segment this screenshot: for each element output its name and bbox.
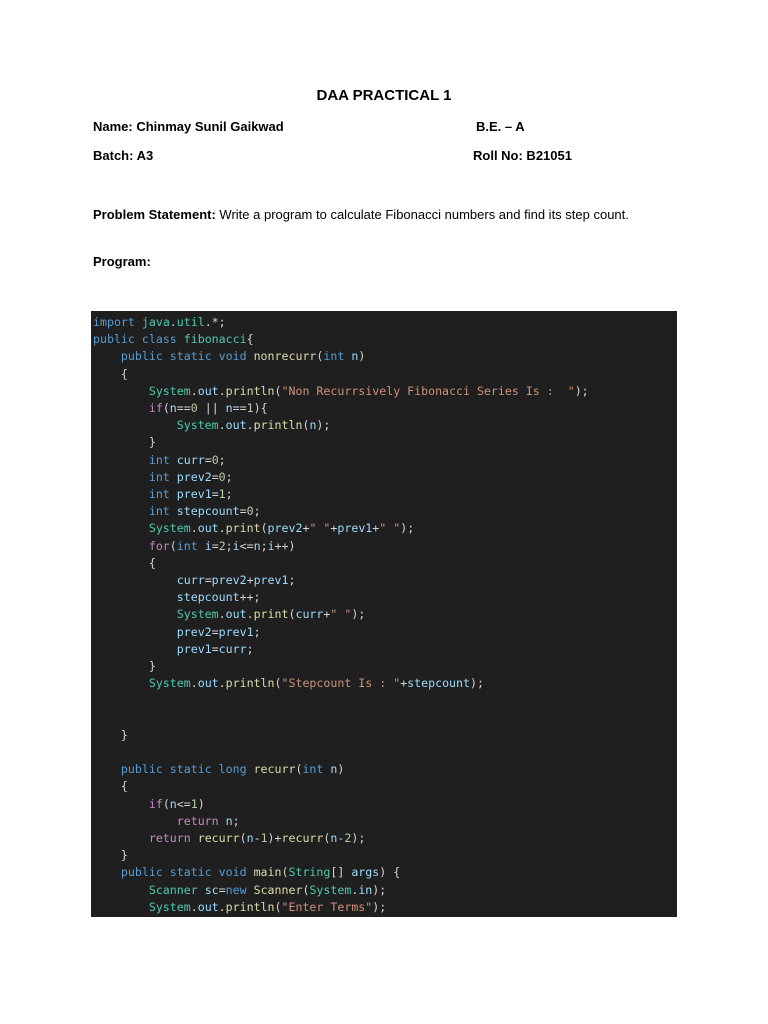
code-token: System	[148, 383, 191, 398]
code-line	[93, 434, 677, 451]
code-token: }	[93, 727, 128, 742]
code-token: =	[211, 624, 219, 639]
code-token: print	[253, 607, 289, 622]
code-token: n	[225, 813, 233, 828]
code-token: prev1	[218, 624, 254, 639]
code-token	[93, 401, 149, 415]
code-token	[198, 883, 205, 897]
code-token: (	[302, 882, 310, 897]
code-token: 2	[218, 538, 226, 553]
code-token: )	[358, 349, 366, 364]
code-token: public	[93, 332, 135, 347]
code-token	[93, 521, 149, 535]
code-line	[93, 727, 677, 744]
code-token: 0	[190, 401, 198, 416]
code-token: public	[120, 349, 163, 364]
code-token	[93, 384, 149, 398]
code-token: i	[204, 538, 212, 553]
code-token: println	[225, 899, 275, 914]
code-token: recurr	[197, 831, 240, 846]
code-token: .	[218, 418, 226, 433]
code-token: println	[225, 383, 275, 398]
code-token: ;	[253, 624, 261, 639]
code-token: )+	[267, 831, 282, 846]
code-line	[93, 503, 677, 520]
code-token: if	[148, 796, 163, 811]
code-token: prev2	[176, 624, 212, 639]
page-title: DAA PRACTICAL 1	[316, 87, 452, 104]
code-token: "Stepcount Is : "	[281, 676, 401, 691]
code-token: out	[197, 676, 219, 691]
code-token	[93, 642, 177, 656]
code-line	[93, 624, 677, 641]
code-token: sc	[204, 882, 219, 897]
code-token	[93, 607, 177, 621]
code-token: recurr	[281, 831, 324, 846]
code-token	[212, 865, 219, 879]
student-class: B.E. – A	[476, 119, 525, 134]
code-token	[170, 470, 177, 484]
code-token: =	[211, 538, 219, 553]
code-token: {	[93, 555, 156, 570]
code-token: import	[93, 315, 135, 329]
code-token: +	[246, 573, 254, 588]
code-token: String	[288, 865, 331, 880]
program-label: Program:	[93, 254, 151, 269]
code-token	[93, 900, 149, 914]
code-token: n	[225, 401, 233, 416]
code-token: .	[190, 676, 198, 691]
code-token: =	[204, 452, 212, 467]
code-token: out	[225, 607, 247, 622]
code-token: {	[93, 779, 128, 794]
code-token: .	[218, 899, 226, 914]
code-token: (	[323, 831, 331, 846]
code-line	[93, 864, 677, 881]
code-token: int	[148, 452, 170, 467]
code-token	[163, 349, 170, 363]
code-token: ;	[218, 452, 226, 467]
code-line	[93, 796, 677, 813]
code-token	[93, 676, 149, 690]
code-token: static	[169, 865, 212, 880]
code-token: +	[372, 521, 380, 536]
code-token: n	[169, 796, 177, 811]
code-token	[93, 504, 149, 518]
code-token: i	[232, 538, 240, 553]
code-token: 1	[260, 831, 268, 846]
code-line	[93, 830, 677, 847]
code-token	[93, 539, 149, 553]
code-token: ==	[176, 401, 191, 416]
code-token	[93, 418, 177, 432]
code-token: ;	[232, 813, 240, 828]
code-token: (	[316, 349, 324, 364]
code-line	[93, 417, 677, 434]
code-token: return	[148, 831, 191, 846]
code-token: =	[211, 487, 219, 502]
code-token: =	[239, 504, 247, 519]
code-token: )	[337, 762, 345, 777]
code-token: void	[218, 349, 247, 364]
code-token: n	[253, 538, 261, 553]
code-token: util	[176, 315, 205, 329]
code-token: curr	[176, 573, 205, 588]
code-token: -	[337, 831, 345, 846]
code-token: ;	[288, 573, 296, 588]
code-token: <=	[239, 538, 254, 553]
code-line	[93, 331, 677, 348]
code-token: curr	[176, 452, 205, 467]
code-token: stepcount	[176, 504, 240, 519]
code-token	[93, 883, 149, 897]
code-token: []	[330, 865, 352, 880]
code-token: (	[302, 418, 310, 433]
code-token: print	[225, 521, 261, 536]
code-token: int	[323, 349, 345, 364]
code-token: .	[190, 383, 198, 398]
code-token: n	[330, 762, 338, 777]
code-token: );	[372, 899, 387, 914]
code-token: java	[141, 315, 170, 329]
code-token	[93, 865, 121, 879]
code-token	[247, 883, 254, 897]
code-token: prev1	[176, 641, 212, 656]
code-line	[93, 813, 677, 830]
code-token: =	[218, 882, 226, 897]
code-token: "Enter Terms"	[281, 899, 373, 914]
code-token: ;	[260, 538, 268, 553]
code-token: .	[190, 521, 198, 536]
code-line	[93, 555, 677, 572]
code-token: .	[218, 521, 226, 536]
code-token: Scanner	[253, 882, 303, 897]
code-token: ;	[225, 469, 233, 484]
code-token: +	[323, 607, 331, 622]
code-token: {	[93, 366, 128, 381]
student-roll-no: Roll No: B21051	[473, 148, 572, 163]
code-line	[93, 520, 677, 537]
code-line	[93, 314, 677, 331]
code-token: " "	[379, 521, 401, 536]
code-token: 0	[211, 452, 219, 467]
code-token	[219, 814, 226, 828]
code-token: {	[246, 332, 254, 347]
code-token: );	[351, 831, 366, 846]
code-token: );	[400, 521, 415, 536]
code-token: out	[197, 521, 219, 536]
code-token: (	[162, 796, 170, 811]
code-token: out	[197, 383, 219, 398]
problem-statement-label: Problem Statement:	[93, 207, 216, 222]
code-token	[135, 315, 142, 329]
code-token	[247, 865, 254, 879]
code-line	[93, 589, 677, 606]
code-token: +	[302, 521, 310, 536]
code-token: n	[351, 349, 359, 364]
code-line	[93, 899, 677, 916]
code-token	[212, 762, 219, 776]
code-token: int	[176, 538, 198, 553]
code-token: 2	[344, 831, 352, 846]
code-token: println	[253, 418, 303, 433]
code-token: "Non Recurrsively Fibonacci Series Is : "	[281, 383, 575, 398]
code-token: .	[218, 383, 226, 398]
code-token	[170, 504, 177, 518]
code-token: ==	[232, 401, 247, 416]
code-token: ||	[197, 401, 226, 416]
code-line	[93, 452, 677, 469]
code-token: .	[246, 418, 254, 433]
code-token: Scanner	[148, 882, 198, 897]
code-token: static	[169, 349, 212, 364]
code-token: stepcount	[407, 676, 470, 691]
code-line	[93, 383, 677, 400]
code-token	[93, 470, 149, 484]
code-token: =	[211, 641, 219, 656]
code-token: }	[93, 435, 156, 450]
code-line	[93, 348, 677, 365]
code-token: System	[148, 899, 191, 914]
code-token: <=	[176, 796, 191, 811]
code-token: (	[162, 401, 170, 416]
code-token: ;	[253, 504, 261, 519]
code-line	[93, 761, 677, 778]
code-token: prev1	[253, 573, 289, 588]
code-line	[93, 744, 677, 761]
code-token: args	[351, 865, 380, 880]
code-token	[247, 762, 254, 776]
code-token	[93, 573, 177, 587]
code-token: out	[225, 418, 247, 433]
code-token: out	[197, 899, 219, 914]
code-token: System	[309, 882, 352, 897]
code-token: (	[260, 521, 268, 536]
code-token: public	[120, 762, 163, 777]
code-line	[93, 400, 677, 417]
problem-statement	[93, 205, 653, 224]
code-token: curr	[295, 607, 324, 622]
code-token: 0	[246, 504, 254, 519]
code-token	[163, 762, 170, 776]
code-token: return	[176, 813, 219, 828]
code-token	[170, 487, 177, 501]
code-token: (	[281, 865, 289, 880]
code-line	[93, 847, 677, 864]
code-line	[93, 710, 677, 727]
code-token	[93, 625, 177, 639]
code-token: prev2	[211, 573, 247, 588]
code-token: 0	[218, 469, 226, 484]
code-token: prev2	[176, 469, 212, 484]
code-token: =	[204, 573, 212, 588]
code-token: (	[239, 831, 247, 846]
code-token	[247, 349, 254, 363]
student-batch: Batch: A3	[93, 148, 154, 163]
code-token: " "	[309, 521, 331, 536]
code-token: (	[274, 899, 282, 914]
code-token: static	[169, 762, 212, 777]
code-token: ;	[225, 487, 233, 502]
code-token: System	[148, 521, 191, 536]
code-token	[93, 762, 121, 776]
code-token: (	[274, 676, 282, 691]
code-token: .	[218, 676, 226, 691]
code-line	[93, 606, 677, 623]
code-token: 1	[190, 796, 198, 811]
code-token: new	[225, 882, 247, 897]
code-token: int	[302, 762, 324, 777]
code-token: n	[309, 418, 317, 433]
code-token: +	[330, 521, 338, 536]
code-token: class	[141, 332, 177, 347]
code-token	[93, 590, 177, 604]
code-token: " "	[330, 607, 352, 622]
code-token: System	[176, 418, 219, 433]
code-token	[135, 332, 142, 346]
code-token: )	[197, 796, 205, 811]
code-token: );	[316, 418, 331, 433]
code-token: for	[148, 538, 170, 553]
code-token: =	[211, 469, 219, 484]
code-line	[93, 538, 677, 555]
code-token	[93, 797, 149, 811]
code-token: int	[148, 487, 170, 502]
code-line	[93, 778, 677, 795]
code-token: prev1	[337, 521, 373, 536]
code-token: );	[470, 676, 484, 691]
code-token: void	[218, 865, 247, 880]
code-line	[93, 572, 677, 589]
code-line	[93, 641, 677, 658]
code-token	[93, 453, 149, 467]
code-token: in	[358, 882, 373, 897]
code-token: System	[148, 676, 191, 691]
code-screenshot	[91, 311, 677, 917]
code-token: );	[574, 383, 589, 398]
code-token	[170, 453, 177, 467]
code-token: .	[351, 882, 359, 897]
code-token	[163, 865, 170, 879]
code-token	[198, 539, 205, 553]
code-line	[93, 469, 677, 486]
code-token: .	[218, 607, 226, 622]
code-token: n	[246, 831, 254, 846]
code-token	[212, 349, 219, 363]
code-token: }	[93, 659, 156, 674]
problem-statement-text: Write a program to calculate Fibonacci numbers and find its step count.	[215, 207, 629, 222]
code-token: .	[190, 899, 198, 914]
code-token: 1	[218, 487, 226, 502]
code-token: (	[274, 383, 282, 398]
code-line	[93, 692, 677, 709]
code-token: fibonacci	[183, 332, 247, 347]
code-token: int	[148, 469, 170, 484]
code-token	[93, 831, 149, 845]
code-token: .	[246, 607, 254, 622]
code-token: int	[148, 504, 170, 519]
code-token: .	[169, 315, 177, 329]
student-name: Name: Chinmay Sunil Gaikwad	[93, 119, 284, 134]
code-token: ) {	[379, 865, 401, 880]
code-token	[191, 831, 198, 845]
code-token: if	[148, 401, 163, 416]
code-token: nonrecurr	[253, 349, 317, 364]
code-token: (	[288, 607, 296, 622]
code-token: long	[218, 762, 247, 777]
code-token	[93, 349, 121, 363]
code-token	[93, 487, 149, 501]
code-token: ;	[225, 538, 233, 553]
code-token	[93, 814, 177, 828]
code-token: stepcount	[176, 590, 240, 605]
code-token: (	[169, 538, 177, 553]
code-token: }	[93, 848, 128, 863]
code-token: .*;	[204, 315, 226, 329]
code-token: ++;	[239, 590, 261, 605]
code-token: ){	[253, 401, 268, 416]
code-token: );	[351, 607, 366, 622]
code-token: recurr	[253, 762, 296, 777]
code-line	[93, 658, 677, 675]
code-token: ;	[246, 641, 254, 656]
code-token	[177, 332, 184, 346]
code-listing	[91, 311, 677, 916]
code-token: curr	[218, 641, 247, 656]
code-line	[93, 675, 677, 692]
code-token: +	[400, 676, 408, 691]
code-token: main	[253, 865, 282, 880]
code-line	[93, 366, 677, 383]
code-token: n	[330, 831, 338, 846]
code-token: 1	[246, 401, 254, 416]
code-token: (	[295, 762, 303, 777]
code-token: System	[176, 607, 219, 622]
code-token: prev2	[267, 521, 303, 536]
code-token: public	[120, 865, 163, 880]
code-token: ++)	[274, 538, 296, 553]
code-token: i	[267, 538, 275, 553]
code-token: println	[225, 676, 275, 691]
code-line	[93, 486, 677, 503]
code-token: );	[372, 882, 387, 897]
code-token: prev1	[176, 487, 212, 502]
code-token: -	[253, 831, 261, 846]
code-line	[93, 882, 677, 899]
code-token: n	[169, 401, 177, 416]
